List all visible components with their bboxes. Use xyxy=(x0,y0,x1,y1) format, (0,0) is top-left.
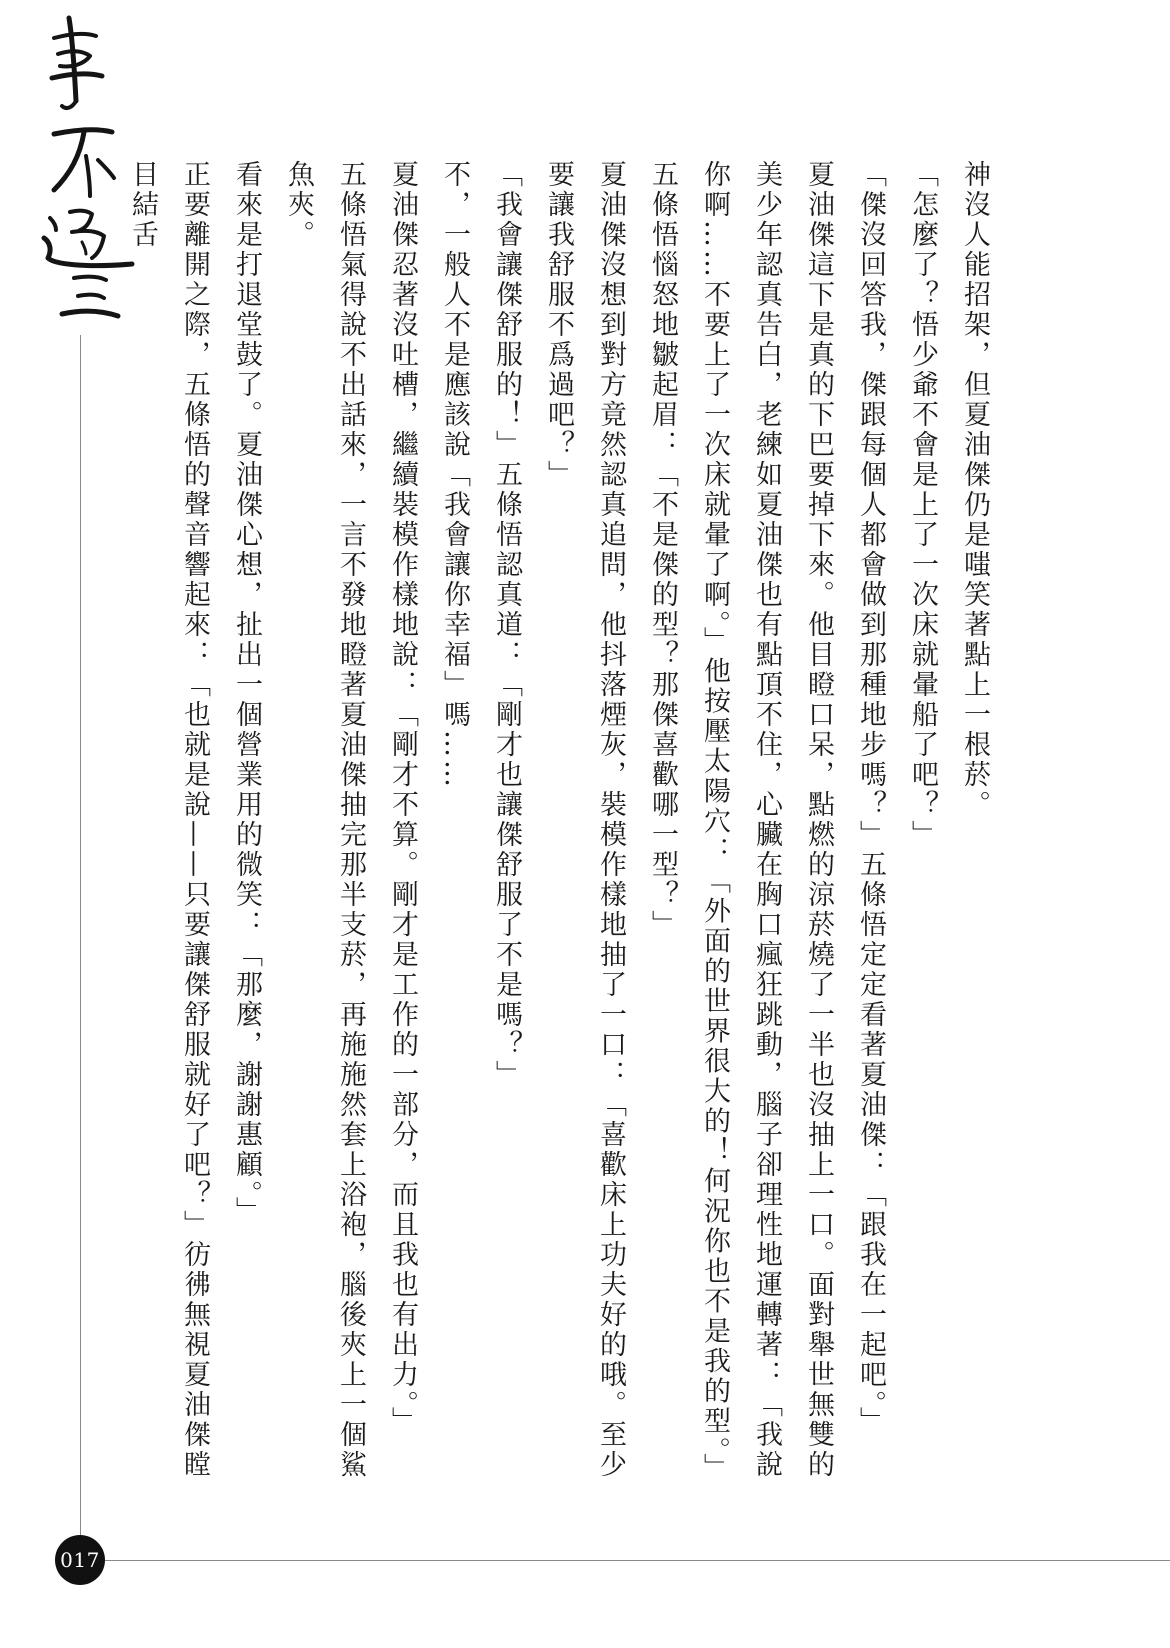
paragraph: 「傑沒回答我，傑跟每個人都會做到那種地步嗎？」五條悟定定看著夏油傑：「跟我在一起吧。」 xyxy=(855,160,886,1437)
paragraph: 夏油傑沒想到對方竟然認真追問，他抖落煙灰，裝模作樣地抽了一口：「喜歡床上功夫好的哦。至少要讓我舒服不爲過吧？」 xyxy=(543,160,626,1480)
paragraph: 夏油傑這下是真的下巴要掉下來。他目瞪口呆，點燃的涼菸燒了一半也沒抽上一口。面對舉世無雙的美少年認真告白，老練如夏油傑也有點頂不住，心臟在胸口瘋狂跳動，腦子卻理性地運轉著：「我說你啊……不要上了一次床就暈了啊。」他按壓太陽穴：「外面的世界很大的！何況你也不是我的型。」 xyxy=(699,160,834,1483)
paragraph: 夏油傑忍著沒吐槽，繼續裝模作樣地說：「剛才不算。剛才是工作的一部分，而且我也有出力。」 xyxy=(387,160,418,1437)
paragraph: 正要離開之際，五條悟的聲音響起來：「也就是說——只要讓傑舒服就好了吧？」彷彿無視夏油傑瞠目結舌 xyxy=(127,160,210,1480)
vertical-divider xyxy=(80,335,81,1540)
paragraph: 不，一般人不是應該說「我會讓你幸福」嗎…… xyxy=(439,160,470,790)
paragraph: 「怎麼了？悟少爺不會是上了一次床就暈船了吧？」 xyxy=(907,160,938,850)
paragraph: 五條悟氣得說不出話來，一言不發地瞪著夏油傑抽完那半支菸，再施施然套上浴袍，腦後夾上一個鯊魚夾。 xyxy=(283,160,366,1480)
paragraph: 五條悟惱怒地皺起眉：「不是傑的型？那傑喜歡哪一型？」 xyxy=(647,160,678,940)
footer-divider xyxy=(105,1560,1170,1561)
paragraph: 看來是打退堂鼓了。夏油傑心想，扯出一個營業用的微笑：「那麼，謝謝惠顧。」 xyxy=(231,160,262,1227)
paragraph: 神沒人能招架，但夏油傑仍是嗤笑著點上一根菸。 xyxy=(959,160,990,820)
paragraph: 「我會讓傑舒服的！」五條悟認真道：「剛才也讓傑舒服了不是嗎？」 xyxy=(491,160,522,1090)
page-number: 017 xyxy=(55,1535,105,1585)
story-text-body xyxy=(127,160,1000,1500)
